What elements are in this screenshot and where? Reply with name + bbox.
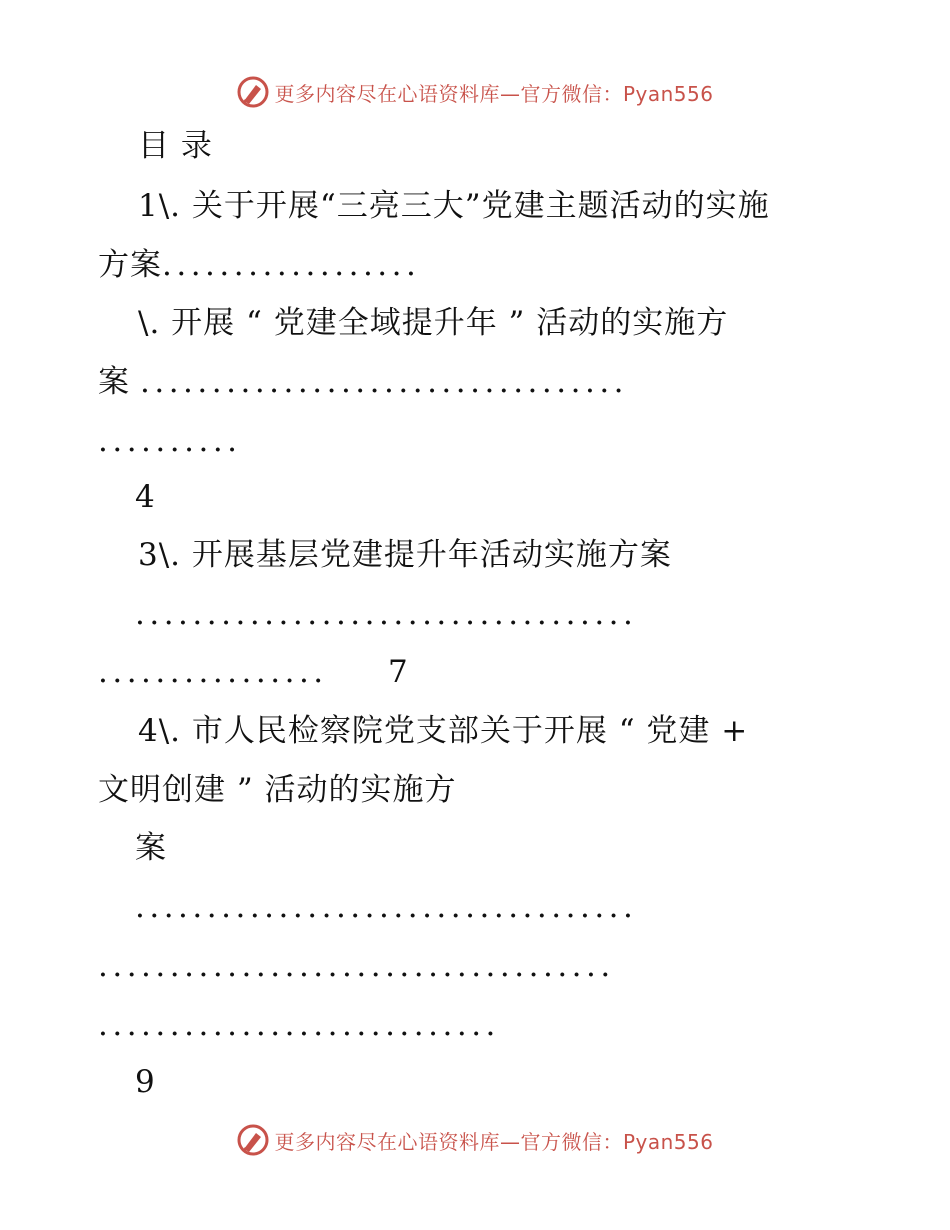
- pen-logo-icon: [236, 1123, 270, 1157]
- toc-entry-2-line-1[interactable]: \. 开展 “ 党建全域提升年 ” 活动的实施方: [138, 305, 729, 341]
- toc-entry-4-leader-dots-3: ............................: [98, 1007, 500, 1043]
- toc-entry-2-line-2[interactable]: 案: [98, 364, 130, 400]
- toc-entry-4-line-2[interactable]: 文明创建 ” 活动的实施方: [98, 772, 457, 808]
- toc-entry-4-leader-dots-1: ...................................: [135, 889, 638, 925]
- toc-entry-3-line-1[interactable]: 3\. 开展基层党建提升年活动实施方案: [138, 537, 672, 573]
- toc-entry-4-leader-dots-2: ....................................: [98, 948, 615, 984]
- toc-entry-3-leader-dots-2: ................: [98, 654, 328, 690]
- toc-entry-2-leader-dots-2: ..........: [98, 423, 242, 459]
- toc-entry-3-leader-dots-1: ...................................: [135, 596, 638, 632]
- watermark-text: 更多内容尽在心语资料库—官方微信：Pyan556: [274, 1129, 714, 1154]
- toc-entry-1-leader-dots: ..................: [162, 247, 421, 283]
- pen-logo-icon: [236, 75, 270, 109]
- toc-heading: 目 录: [138, 128, 213, 164]
- toc-entry-1-line-1[interactable]: 1\. 关于开展“三亮三大”党建主题活动的实施: [138, 188, 770, 224]
- toc-entry-2-page-number: 4: [135, 479, 156, 515]
- toc-entry-4-line-3[interactable]: 案: [135, 830, 167, 866]
- toc-entry-4-page-number: 9: [135, 1064, 156, 1100]
- toc-entry-2-leader-dots-1: ..................................: [140, 364, 629, 400]
- toc-entry-3-page-number: 7: [388, 654, 409, 690]
- watermark-footer: [0, 1120, 950, 1160]
- toc-entry-4-line-1[interactable]: 4\. 市人民检察院党支部关于开展 “ 党建 +: [138, 713, 749, 749]
- watermark-header: [0, 72, 950, 112]
- toc-entry-1-line-2[interactable]: 方案: [98, 247, 162, 283]
- watermark-text: 更多内容尽在心语资料库—官方微信：Pyan556: [274, 81, 714, 106]
